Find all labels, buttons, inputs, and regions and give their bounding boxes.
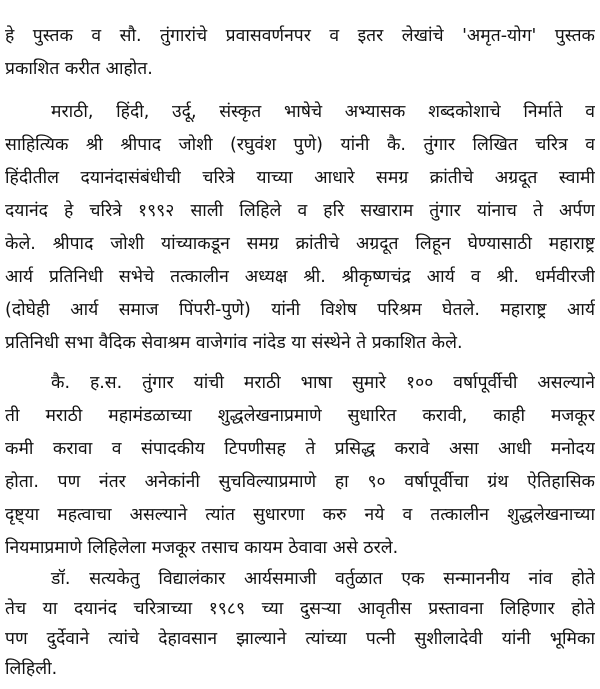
document-page — [5, 0, 595, 689]
text-line: दृष्ट्या महत्वाचा असल्याने त्यांत सुधारणा करु नये व तत्कालीन शुद्धलेखनाच्या — [5, 505, 595, 525]
text-line: मराठी, हिंदी, उर्दू, संस्कृत भाषेचे अभ्यासक शब्दकोशाचे निर्माते व — [51, 102, 595, 122]
text-line: होता. पण नंतर अनेकांनी सुचविल्याप्रमाणे हा ९० वर्षापूर्वीचा ग्रंथ ऐतिहासिक — [5, 472, 595, 492]
text-line: कमी करावा व संपादकीय टिपणीसह ते प्रसिद्ध करावे असा आधी मनोदय — [5, 439, 595, 459]
text-line: लिहिली. — [5, 659, 58, 679]
text-line: कै. ह.स. तुंगार यांची मराठी भाषा सुमारे १०० वर्षापूर्वीची असल्याने — [51, 373, 595, 393]
text-line: हे पुस्तक व सौ. तुंगारांचे प्रवासवर्णनपर व इतर लेखांचे 'अमृत-योग' पुस्तक — [5, 26, 595, 46]
text-line: प्रतिनिधी सभा वैदिक सेवाश्रम वाजेगांव नांदेड या संस्थेने ते प्रकाशित केले. — [5, 333, 463, 353]
text-line: दयानंद हे चरित्रे १९९२ साली लिहिले व हरि सखाराम तुंगार यांनाच ते अर्पण — [5, 201, 595, 221]
text-line: साहित्यिक श्री श्रीपाद जोशी (रघुवंश पुणे) यांनी कै. तुंगार लिखित चरित्र व — [5, 135, 595, 155]
text-line: केले. श्रीपाद जोशी यांच्याकडून समग्र क्रांतीचे अग्रदूत लिहून घेण्यासाठी महाराष्ट्र — [5, 234, 595, 254]
text-line: ती मराठी महामंडळाच्या शुद्धलेखनाप्रमाणे सुधारित करावी, काही मजकूर — [5, 406, 595, 426]
text-line: प्रकाशित करीत आहोत. — [5, 59, 153, 79]
text-line: आर्य प्रतिनिधी सभेचे तत्कालीन अध्यक्ष श्री. श्रीकृष्णचंद्र आर्य व श्री. धर्मवीरजी — [5, 267, 595, 287]
text-line: तेच या दयानंद चरित्राच्या १९८९ च्या दुसऱ्या आवृतीस प्रस्तावना लिहिणार होते — [5, 599, 595, 619]
text-line: डॉ. सत्यकेतु विद्यालंकार आर्यसमाजी वर्तुळात एक सन्माननीय नांव होते — [51, 569, 595, 589]
text-line: नियमाप्रमाणे लिहिलेला मजकूर तसाच कायम ठेवावा असे ठरले. — [5, 538, 399, 558]
text-line: (दोघेही आर्य समाज पिंपरी-पुणे) यांनी विशेष परिश्रम घेतले. महाराष्ट्र आर्य — [5, 300, 595, 320]
text-line: हिंदीतील दयानंदासंबंधीची चरित्रे याच्या आधारे समग्र क्रांतीचे अग्रदूत स्वामी — [5, 168, 595, 188]
text-line: पण दुर्देवाने त्यांचे देहावसान झाल्याने त्यांच्या पत्नी सुशीलादेवी यांनी भूमिका — [5, 629, 595, 649]
